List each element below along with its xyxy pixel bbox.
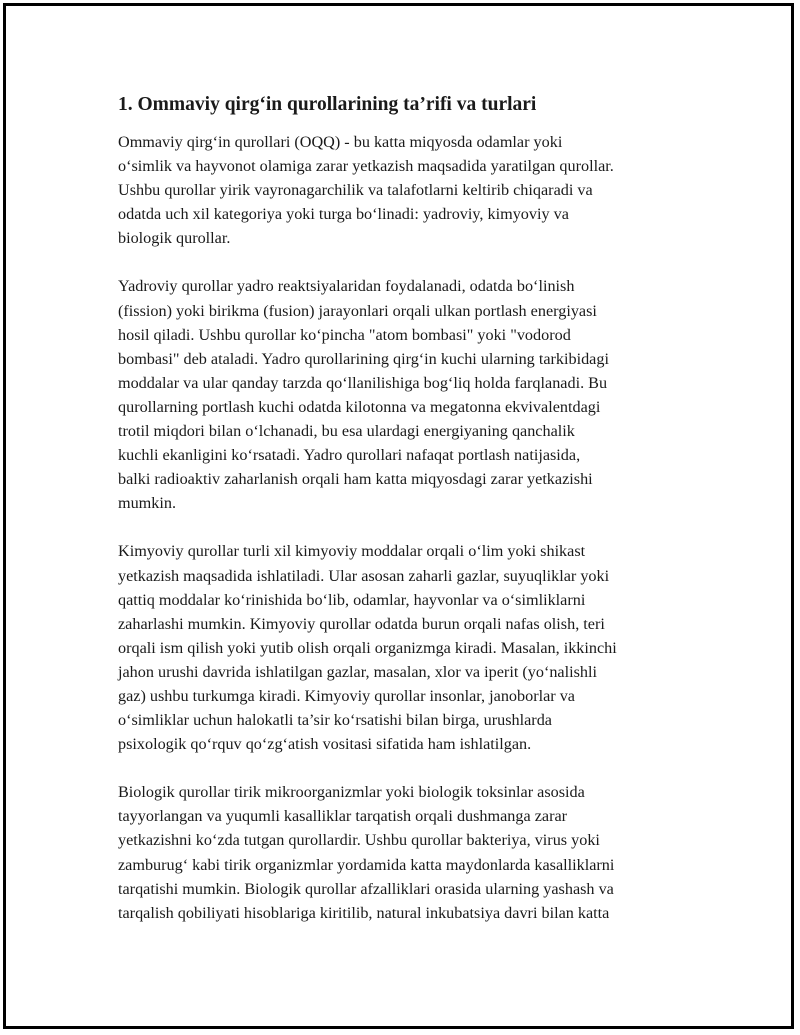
text-line: Yadroviy qurollar yadro reaktsiyalaridan foydalanadi, odatda bo‘linish [118,277,575,296]
text-line: hosil qiladi. Ushbu qurollar ko‘pincha "atom bombasi" yoki "vodorod [118,325,571,344]
text-line: o‘simlik va hayvonot olamiga zarar yetkazish maqsadida yaratilgan qurollar. [118,157,614,176]
text-line: zaharlashi mumkin. Kimyoviy qurollar odatda burun orqali nafas olish, teri [118,614,605,633]
text-line: (fission) yoki birikma (fusion) jarayonlari orqali ulkan portlash energiyasi [118,301,597,320]
text-line: jahon urushi davrida ishlatilgan gazlar, masalan, xlor va iperit (yo‘nalishli [118,662,597,681]
text-line: psixologik qo‘rquv qo‘zg‘atish vositasi sifatida ham ishlatilgan. [118,735,532,754]
text-line: qurollarning portlash kuchi odatda kilotonna va megatonna ekvivalentdagi [118,397,601,416]
text-line: yetkazishni ko‘zda tutgan qurollardir. Ushbu qurollar bakteriya, virus yoki [118,831,600,850]
text-line: o‘simliklar uchun halokatli ta’sir ko‘rsatishi bilan birga, urushlarda [118,711,552,730]
text-line: qattiq moddalar ko‘rinishida bo‘lib, odamlar, hayvonlar va o‘simliklarni [118,590,586,609]
text-line: kuchli ekanligini ko‘rsatadi. Yadro qurollari nafaqat portlash natijasida, [118,446,581,465]
text-line: odatda uch xil kategoriya yoki turga bo‘linadi: yadroviy, kimyoviy va [118,205,569,224]
text-line: orqali ism qilish yoki yutib olish orqali organizmga kiradi. Masalan, ikkinchi [118,638,617,657]
text-line: bombasi" deb ataladi. Yadro qurollarining qirg‘in kuchi ularning tarkibidagi [118,349,609,368]
paragraphs-container [118,130,698,925]
text-line: moddalar va ular qanday tarzda qo‘llanilishiga bog‘liq holda farqlanadi. Bu [118,373,608,392]
text-line: mumkin. [118,494,177,513]
body-paragraph [118,539,698,756]
text-line: tarqatishi mumkin. Biologik qurollar afzalliklari orasida ularning yashash va [118,879,614,898]
text-line: tayyorlangan va yuqumli kasalliklar tarqatish orqali dushmanga zarar [118,807,568,826]
text-line: gaz) ushbu turkumga kiradi. Kimyoviy qurollar insonlar, janoborlar va [118,686,575,705]
text-line: Kimyoviy qurollar turli xil kimyoviy moddalar orqali o‘lim yoki shikast [118,542,586,561]
text-line: zamburug‘ kabi tirik organizmlar yordamida katta maydonlarda kasalliklarni [118,855,615,874]
body-paragraph [118,274,698,515]
text-line: tarqalish qobiliyati hisoblariga kiritilib, natural inkubatsiya davri bilan katta [118,903,610,922]
document-body [118,92,698,949]
section-heading: 1. Ommaviy qirg‘in qurollarining ta’rifi va turlari [118,94,537,115]
text-line: Biologik qurollar tirik mikroorganizmlar yoki biologik toksinlar asosida [118,783,585,802]
text-line: biologik qurollar. [118,229,231,248]
text-line: yetkazish maqsadida ishlatiladi. Ular asosan zaharli gazlar, suyuqliklar yoki [118,566,610,585]
text-line: balki radioaktiv zaharlanish orqali ham katta miqyosdagi zarar yetkazishi [118,470,593,489]
text-line: trotil miqdori bilan o‘lchanadi, bu esa ulardagi energiyaning qanchalik [118,422,575,441]
body-paragraph [118,130,698,250]
body-paragraph [118,780,698,925]
text-line: Ommaviy qirg‘in qurollari (OQQ) - bu katta miqyosda odamlar yoki [118,133,563,151]
text-line: Ushbu qurollar yirik vayronagarchilik va talafotlarni keltirib chiqaradi va [118,181,593,200]
